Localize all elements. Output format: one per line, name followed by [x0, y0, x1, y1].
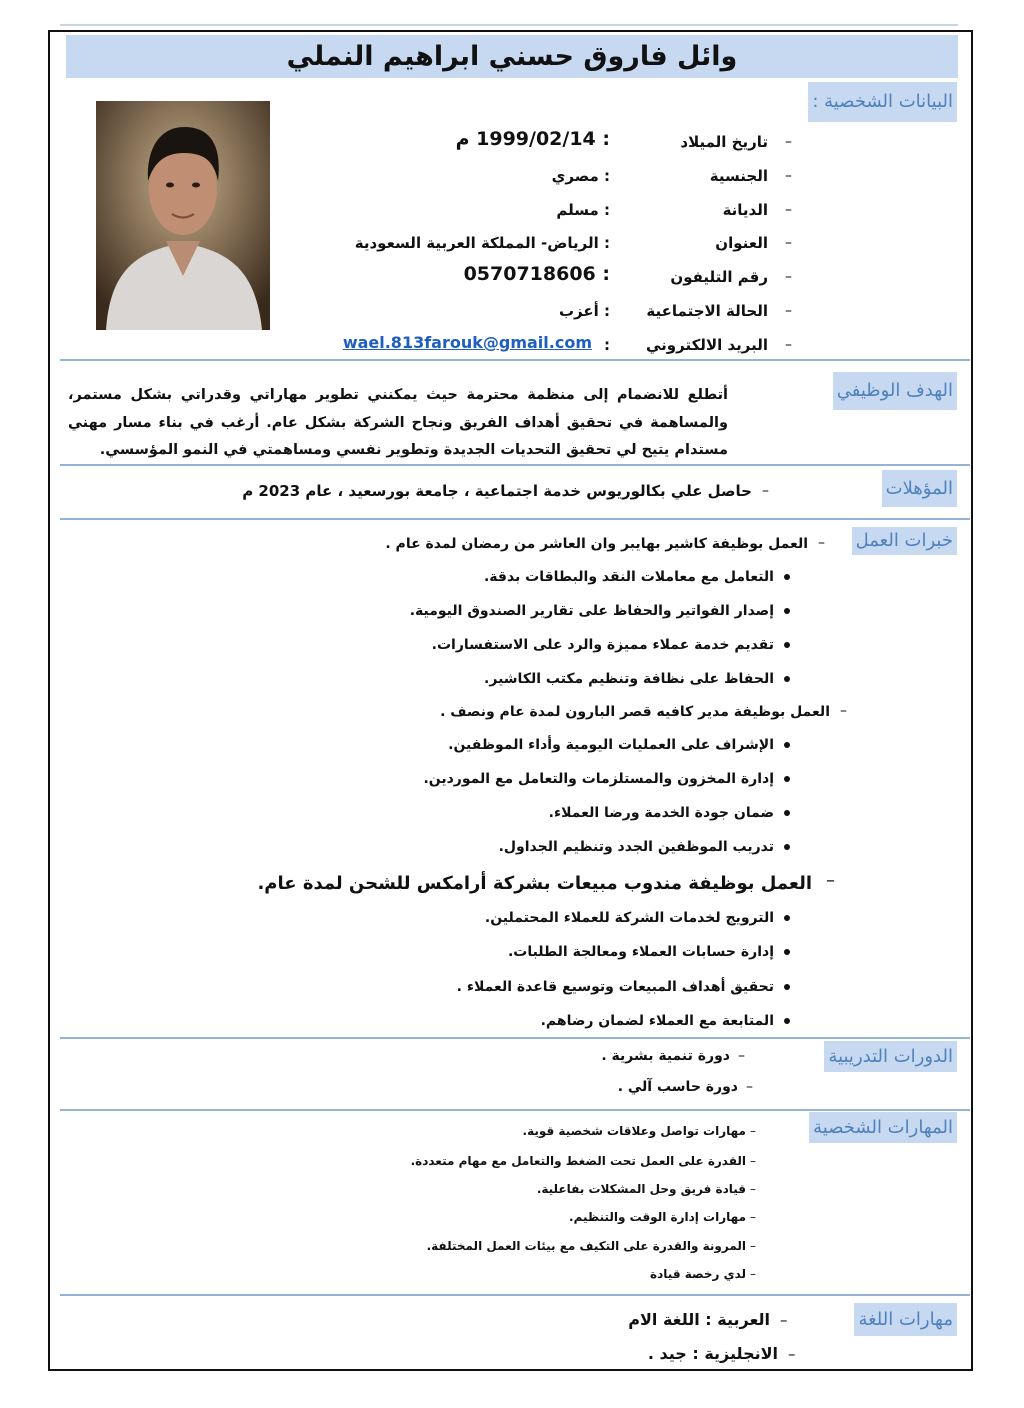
- bullet-icon: [784, 1018, 790, 1024]
- bullet-icon: [784, 844, 790, 850]
- top-rule: [60, 24, 958, 26]
- dash-marker: –: [785, 202, 792, 218]
- dash-marker: –: [750, 1267, 756, 1281]
- dash-marker: –: [788, 1345, 796, 1363]
- personal-label: الحالة الاجتماعية: [646, 302, 768, 320]
- course-item: دورة تنمية بشرية .: [601, 1048, 730, 1064]
- section-heading-qualifications: المؤهلات: [882, 470, 957, 507]
- personal-label: تاريخ الميلاد: [680, 133, 768, 151]
- job-duty: تقديم خدمة عملاء مميزة والرد على الاستفسارات.: [431, 637, 774, 653]
- bullet-icon: [784, 984, 790, 990]
- dash-marker: –: [746, 1079, 753, 1095]
- dash-marker: –: [785, 134, 792, 150]
- job-duty: الحفاظ على نظافة وتنظيم مكتب الكاشير.: [484, 671, 774, 687]
- personal-value: : أعزب: [558, 302, 610, 320]
- language-item: العربية : اللغة الام: [628, 1310, 770, 1329]
- skill-item: المرونة والقدرة على التكيف مع بيئات العمل المختلفة.: [426, 1239, 746, 1253]
- section-divider: [60, 359, 970, 361]
- personal-label: العنوان: [715, 234, 768, 252]
- dash-marker: –: [826, 870, 835, 891]
- skill-item: مهارات إدارة الوقت والتنظيم.: [569, 1210, 746, 1224]
- personal-label: رقم التليفون: [670, 268, 768, 286]
- bullet-icon: [784, 642, 790, 648]
- personal-value: : مسلم: [556, 201, 610, 219]
- dash-marker: –: [750, 1210, 756, 1224]
- profile-photo: [96, 101, 270, 330]
- job-duty: ضمان جودة الخدمة ورضا العملاء.: [548, 805, 774, 821]
- dash-marker: –: [780, 1311, 788, 1329]
- dash-marker: –: [785, 337, 792, 353]
- personal-label: الديانة: [722, 201, 768, 219]
- dash-marker: –: [818, 535, 825, 551]
- section-divider: [60, 518, 970, 520]
- personal-value: : 0570718606: [463, 263, 610, 285]
- dash-marker: –: [750, 1154, 756, 1168]
- email-link[interactable]: wael.813farouk@gmail.com: [342, 333, 592, 352]
- bullet-icon: [784, 608, 790, 614]
- bullet-icon: [784, 949, 790, 955]
- bullet-icon: [784, 676, 790, 682]
- dash-marker: –: [785, 269, 792, 285]
- section-heading-courses: الدورات التدريبية: [824, 1041, 957, 1072]
- skill-item: لدي رخصة قيادة: [650, 1267, 746, 1281]
- job-duty: الإشراف على العمليات اليومية وأداء الموظفين.: [448, 737, 774, 753]
- section-divider: [60, 1037, 970, 1039]
- section-heading-experience: خبرات العمل: [852, 527, 957, 555]
- job-duty: المتابعة مع العملاء لضمان رضاهم.: [540, 1013, 774, 1029]
- skill-item: القدرة على العمل تحت الضغط والتعامل مع مهام متعددة.: [410, 1154, 746, 1168]
- bullet-icon: [784, 574, 790, 580]
- job-title: العمل بوظيفة مدير كافيه قصر البارون لمدة عام ونصف .: [440, 704, 830, 720]
- bullet-icon: [784, 915, 790, 921]
- job-duty: تحقيق أهداف المبيعات وتوسيع قاعدة العملاء .: [456, 979, 774, 995]
- job-title: العمل بوظيفة مندوب مبيعات بشركة أرامكس للشحن لمدة عام.: [257, 873, 812, 894]
- dash-marker: –: [762, 483, 769, 499]
- bullet-icon: [784, 810, 790, 816]
- job-duty: إدارة حسابات العملاء ومعالجة الطلبات.: [507, 944, 774, 960]
- skill-item: مهارات تواصل وعلاقات شخصية قوية.: [522, 1124, 746, 1138]
- personal-label: البريد الالكتروني: [646, 336, 768, 354]
- section-heading-objective: الهدف الوظيفي: [833, 372, 957, 410]
- bullet-icon: [784, 776, 790, 782]
- personal-value: : مصري: [551, 167, 610, 185]
- personal-value: : 1999/02/14 م: [455, 128, 610, 150]
- job-duty: إدارة المخزون والمستلزمات والتعامل مع الموردين.: [423, 771, 774, 787]
- job-title: العمل بوظيفة كاشير بهايبر وان العاشر من رمضان لمدة عام .: [385, 536, 808, 552]
- objective-text: أتطلع للانضمام إلى منظمة محترمة حيث يمكنني تطوير مهاراتي وقدراتي بشكل مستمر، والمساهمة في تحقيق أهداف الفريق ونجاح الشركة بشكل عام. أرغب في بناء مسار مهني مستدام يتيح لي تحقيق التحديات الجديدة وتطوير نفسي ومساهمتي في النمو المؤسسي.: [68, 387, 728, 458]
- section-heading-languages: مهارات اللغة: [854, 1303, 957, 1336]
- dash-marker: –: [750, 1182, 756, 1196]
- section-divider: [60, 464, 970, 466]
- job-duty: الترويج لخدمات الشركة للعملاء المحتملين.: [484, 910, 774, 926]
- job-duty: تدريب الموظفين الجدد وتنظيم الجداول.: [498, 839, 774, 855]
- dash-marker: –: [785, 303, 792, 319]
- personal-label: الجنسية: [709, 167, 768, 185]
- personal-value: : الرياض- المملكة العربية السعودية: [354, 234, 610, 252]
- dash-marker: –: [785, 168, 792, 184]
- section-heading-skills: المهارات الشخصية: [809, 1112, 957, 1143]
- section-divider: [60, 1294, 970, 1296]
- job-duty: إصدار الفواتير والحفاظ على تقارير الصندوق اليومية.: [409, 603, 774, 619]
- section-heading-personal: البيانات الشخصية :: [808, 82, 957, 122]
- cv-name-title: وائل فاروق حسني ابراهيم النملي: [66, 35, 958, 78]
- course-item: دورة حاسب آلي .: [617, 1079, 738, 1095]
- job-duty: التعامل مع معاملات النقد والبطاقات بدقة.: [483, 569, 774, 585]
- dash-marker: –: [785, 235, 792, 251]
- dash-marker: –: [750, 1124, 756, 1138]
- bullet-icon: [784, 742, 790, 748]
- language-item: الانجليزية : جيد .: [647, 1344, 778, 1363]
- qualification-item: حاصل علي بكالوريوس خدمة اجتماعية ، جامعة بورسعيد ، عام 2023 م: [242, 482, 752, 500]
- dash-marker: –: [840, 703, 847, 719]
- skill-item: قيادة فريق وحل المشكلات بفاعلية.: [536, 1182, 746, 1196]
- dash-marker: –: [750, 1239, 756, 1253]
- dash-marker: –: [738, 1048, 745, 1064]
- personal-value: :: [604, 336, 610, 354]
- section-divider: [60, 1109, 970, 1111]
